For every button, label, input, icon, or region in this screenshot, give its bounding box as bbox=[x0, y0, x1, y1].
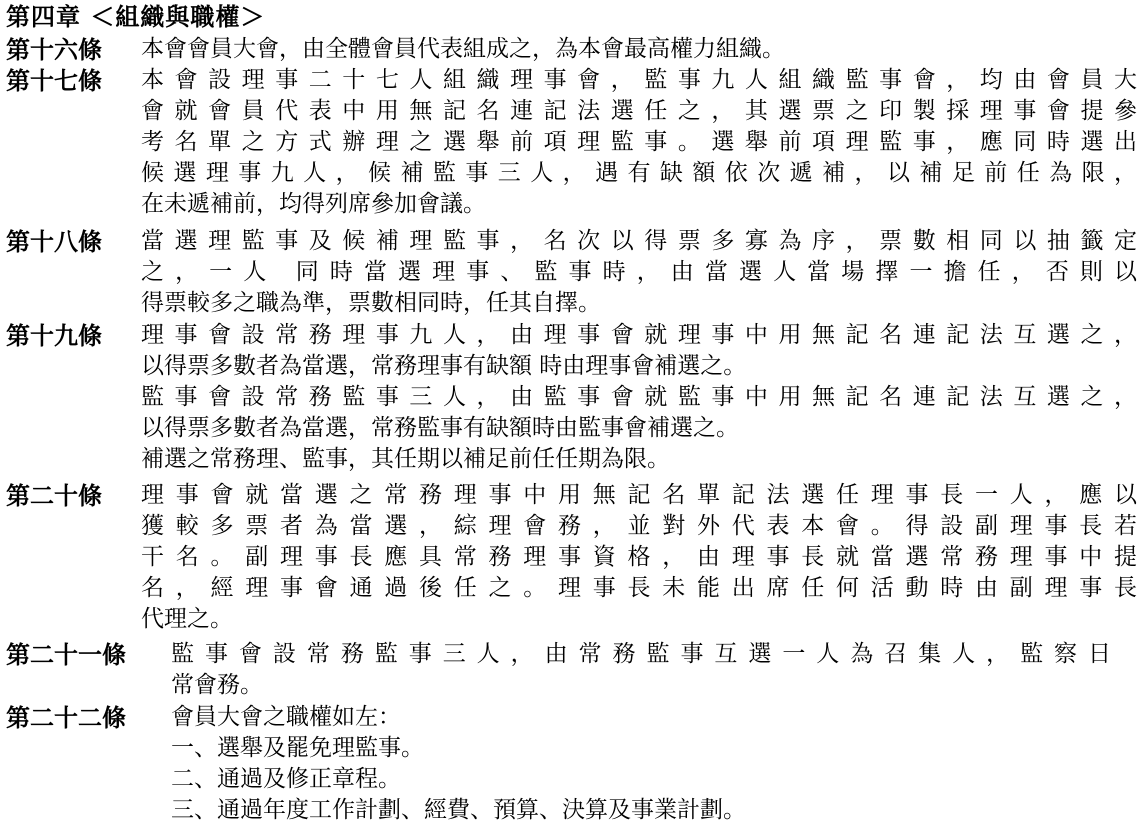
article-body bbox=[171, 639, 1111, 701]
article-line: 候選理事九人，候補監事三人，遇有缺額依次遞補，以補足前任為限， bbox=[141, 160, 1137, 186]
article-body bbox=[141, 480, 1137, 635]
article-label: 第十九條 bbox=[6, 321, 102, 350]
article-label: 第十六條 bbox=[6, 35, 102, 64]
article-line: 會員大會之職權如左： bbox=[171, 704, 401, 730]
article-line: 本會設理事二十七人組織理事會，監事九人組織監事會，均由會員大 bbox=[141, 67, 1137, 93]
article-label: 第二十二條 bbox=[6, 703, 126, 732]
article-line: 理事會設常務理事九人，由理事會就理事中用無記名連記法互選之， bbox=[141, 322, 1137, 348]
article-line: 補選之常務理、監事，其任期以補足前任任期為限。 bbox=[141, 446, 670, 472]
article-line: 監事會設常務監事三人，由監事會就監事中用無記名連記法互選之， bbox=[141, 384, 1137, 410]
article-line: 二、通過及修正章程。 bbox=[171, 766, 401, 792]
article-line: 一、選舉及罷免理監事。 bbox=[171, 735, 424, 761]
article-line: 在未遞補前，均得列席參加會議。 bbox=[141, 191, 486, 217]
article-body bbox=[141, 226, 1137, 319]
article-label: 第二十條 bbox=[6, 481, 102, 510]
article-line: 常會務。 bbox=[171, 672, 263, 698]
article-body bbox=[141, 65, 1137, 220]
article-line: 三、通過年度工作計劃、經費、預算、決算及事業計劃。 bbox=[171, 797, 746, 823]
article-body bbox=[141, 34, 1137, 65]
chapter-title: 第四章 ＜組織與職權＞ bbox=[6, 2, 266, 31]
article-line: 當選理監事及候補理監事，名次以得票多寡為序，票數相同以抽籤定 bbox=[141, 228, 1137, 254]
article-line: 會就會員代表中用無記名連記法選任之，其選票之印製採理事會提參 bbox=[141, 98, 1137, 124]
article-label: 第二十一條 bbox=[6, 640, 126, 669]
article-line: 名，經理事會通過後任之。理事長未能出席任何活動時由副理事長 bbox=[141, 575, 1137, 601]
article-body bbox=[171, 702, 1137, 826]
article-line: 監事會設常務監事三人，由常務監事互選一人為召集人，監察日 bbox=[171, 641, 1111, 667]
article-label: 第十八條 bbox=[6, 227, 102, 256]
article-line: 干名。副理事長應具常務理事資格，由理事長就當選常務理事中提 bbox=[141, 544, 1137, 570]
article-line: 以得票多數者為當選，常務監事有缺額時由監事會補選之。 bbox=[141, 415, 739, 441]
article-line: 理事會就當選之常務理事中用無記名單記法選任理事長一人，應以 bbox=[141, 482, 1137, 508]
article-body bbox=[141, 320, 1137, 475]
article-line: 代理之。 bbox=[141, 606, 233, 632]
article-label: 第十七條 bbox=[6, 66, 102, 95]
article-line: 之，一人 同時當選理事、監事時，由當選人當場擇一擔任，否則以 bbox=[141, 259, 1137, 285]
article-line: 得票較多之職為準，票數相同時，任其自擇。 bbox=[141, 290, 601, 316]
article-line: 本會會員大會，由全體會員代表組成之，為本會最高權力組織。 bbox=[141, 36, 785, 62]
article-line: 以得票多數者為當選，常務理事有缺額 時由理事會補選之。 bbox=[141, 353, 747, 379]
article-line: 獲較多票者為當選，綜理會務，並對外代表本會。得設副理事長若 bbox=[141, 513, 1137, 539]
article-line: 考名單之方式辦理之選舉前項理監事。選舉前項理監事，應同時選出 bbox=[141, 129, 1137, 155]
